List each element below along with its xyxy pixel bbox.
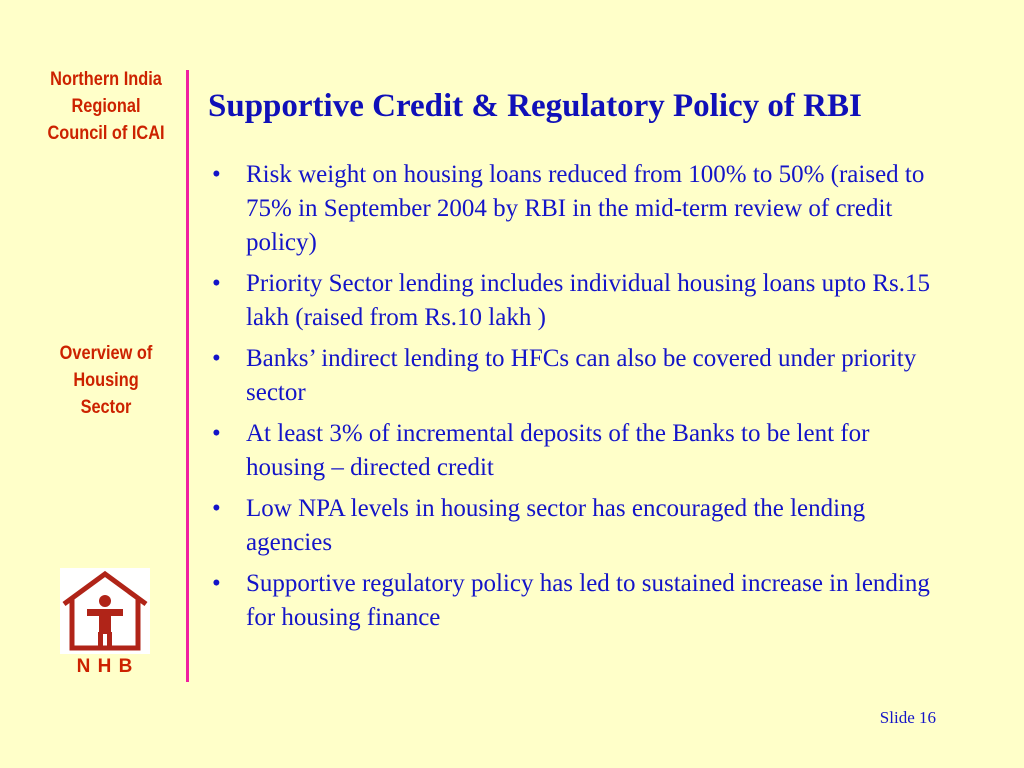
org-name-line: Council of ICAI (47, 123, 165, 144)
bullet-text: At least 3% of incremental deposits of the Banks to be lent for housing – directed credit (246, 420, 870, 481)
house-person-icon (60, 568, 150, 654)
bullet-item (212, 567, 952, 635)
bullet-text: Risk weight on housing loans reduced from 100% to 50% (raised to 75% in September 2004 by RBI in the mid-term review of credit policy) (246, 161, 925, 256)
org-name (32, 66, 180, 147)
logo-label: N H B (76, 656, 134, 677)
section-name (32, 340, 180, 421)
bullet-icon: • (212, 345, 221, 372)
bullet-text: Priority Sector lending includes individual housing loans upto Rs.15 lakh (raised from Rs.10 lakh ) (246, 270, 930, 331)
bullet-item (212, 492, 952, 560)
section-name-line: Housing (73, 370, 139, 391)
bullet-item (212, 158, 952, 260)
bullet-icon: • (212, 495, 221, 522)
vertical-divider (186, 70, 189, 682)
bullet-item (212, 342, 952, 410)
slide-title: Supportive Credit & Regulatory Policy of RBI (208, 88, 862, 124)
bullet-text: Banks’ indirect lending to HFCs can also be covered under priority sector (246, 345, 917, 406)
bullet-text: Low NPA levels in housing sector has encouraged the lending agencies (246, 495, 866, 556)
org-name-line: Northern India (50, 69, 162, 90)
bullet-text: Supportive regulatory policy has led to sustained increase in lending for housing finance (246, 570, 930, 631)
org-name-line: Regional (71, 96, 141, 117)
nhb-logo (60, 568, 150, 654)
bullet-icon: • (212, 270, 221, 297)
section-name-line: Overview of (59, 343, 153, 364)
slide-number: Slide 16 (879, 708, 936, 727)
bullet-icon: • (212, 420, 221, 447)
bullet-icon: • (212, 570, 221, 597)
bullet-icon: • (212, 161, 221, 188)
bullet-item (212, 417, 952, 485)
bullet-list (212, 158, 952, 642)
section-name-line: Sector (80, 397, 132, 418)
bullet-item (212, 267, 952, 335)
